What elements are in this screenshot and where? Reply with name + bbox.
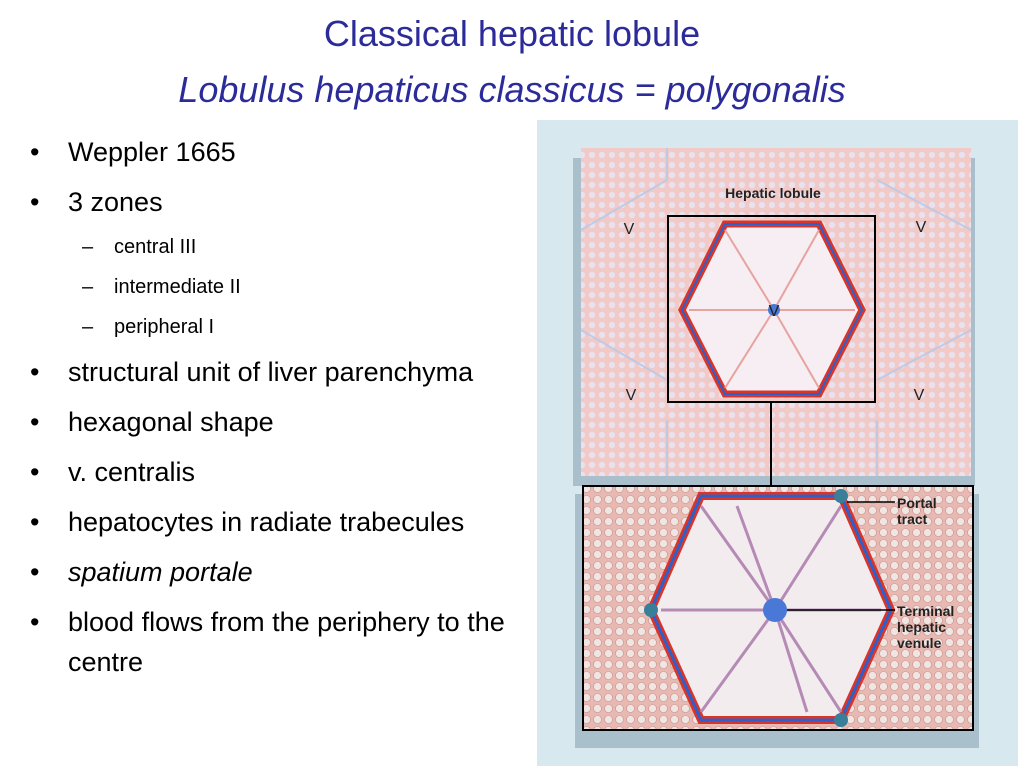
portal-tract-node [834,489,848,503]
portal-tract-label-line1: Portal [897,495,937,511]
sub-bullet-item: – intermediate II [30,272,535,302]
bullet-list [30,132,535,692]
bullet-item: • Weppler 1665 [30,132,535,172]
slide-title: Classical hepatic lobule [323,13,701,54]
portal-tract-node [834,713,848,727]
bullet-item-italic-text: spatium portale [68,557,253,587]
terminal-hepatic-venule [763,598,787,622]
portal-tract-label-line2: tract [897,511,928,527]
terminal-venule-label-line3: venule [897,635,942,651]
v-label: V [623,221,635,238]
slide-subtitle-latin: Lobulus hepaticus classicus = polygonalis [178,69,846,110]
portal-tract-node [644,603,658,617]
bullet-item [30,552,535,592]
v-label: V [915,219,927,236]
upper-panel [573,148,975,486]
upper-title-label: Hepatic lobule [725,185,821,201]
sub-bullet-item: – peripheral I [30,312,535,342]
v-label: V [768,303,780,320]
terminal-venule-label-line1: Terminal [897,603,955,619]
bullet-item: • hepatocytes in radiate trabecules [30,502,535,542]
bullet-item: • hexagonal shape [30,402,535,442]
bullet-item: • structural unit of liver parenchyma [30,352,535,392]
bullet-item: • v. centralis [30,452,535,492]
hepatic-lobule-illustration [537,120,1018,766]
v-label: V [625,387,637,404]
sub-bullet-item: – central III [30,232,535,262]
bullet-item: • 3 zones [30,182,535,222]
bullet-item: • blood flows from the periphery to the centre [30,602,535,682]
terminal-venule-label-line2: hepatic [897,619,947,635]
lower-panel [575,486,979,748]
v-label: V [913,387,925,404]
